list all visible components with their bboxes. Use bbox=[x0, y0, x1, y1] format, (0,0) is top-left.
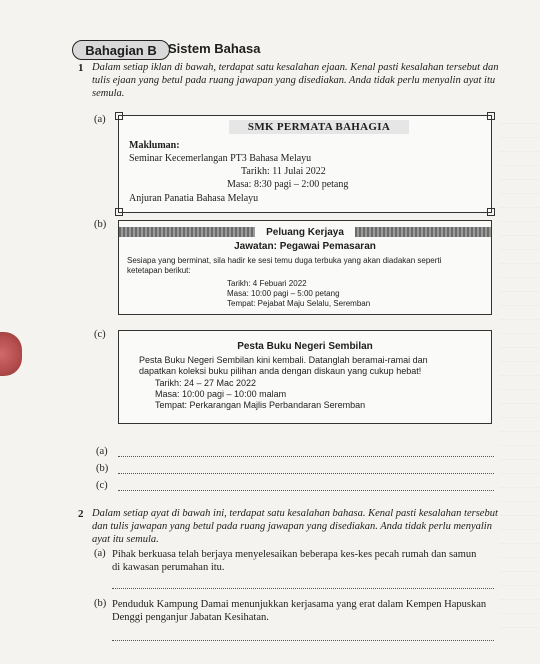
ad-b-band-label: Peluang Kerjaya bbox=[255, 225, 355, 239]
q2-item-b-label: (b) bbox=[94, 598, 107, 609]
corner-mark bbox=[487, 208, 495, 216]
q2-item-a-label: (a) bbox=[94, 548, 106, 559]
ad-b-line: Tarikh: 4 Febuari 2022 bbox=[227, 279, 307, 288]
ad-c-line: Masa: 10:00 pagi – 10:00 malam bbox=[155, 389, 287, 399]
thumb-decoration bbox=[0, 332, 22, 376]
ad-a-line: Anjuran Panatia Bahasa Melayu bbox=[129, 193, 259, 204]
ad-c-line: dapatkan koleksi buku pilihan anda dengan diskaun yang cukup hebat! bbox=[139, 366, 422, 376]
question-1-instruction: Dalam setiap iklan di bawah, terdapat satu kesalahan ejaan. Kenal pasti kesalahan tersebut dan tulis ejaan yang betul pada ruang jawapan yang disediakan. Anda tidak perlu menyalin ayat itu semula. bbox=[92, 62, 499, 99]
ad-b-box bbox=[118, 220, 492, 315]
question-1-number: 1 bbox=[78, 62, 84, 74]
ad-c-box bbox=[118, 330, 492, 424]
section-title: Sistem Bahasa bbox=[168, 41, 261, 56]
ad-a-line: Masa: 8:30 pagi – 2:00 petang bbox=[227, 179, 349, 190]
q2-item-b-line: Penduduk Kampung Damai menunjukkan kerjasama yang erat dalam Kempen Hapuskan bbox=[112, 599, 487, 610]
q2-answer-a-line[interactable] bbox=[112, 588, 494, 589]
ad-c-title: Pesta Buku Negeri Sembilan bbox=[237, 341, 373, 352]
answer-c-line[interactable] bbox=[118, 490, 494, 491]
ad-a-box bbox=[118, 115, 492, 213]
ad-a-heading: Makluman: bbox=[129, 140, 180, 151]
q2-item-a-line: Pihak berkuasa telah berjaya menyelesaikan beberapa kes-kes pecah rumah dan samun bbox=[112, 549, 477, 560]
answer-b-label: (b) bbox=[96, 463, 109, 474]
answer-a-line[interactable] bbox=[118, 456, 494, 457]
q2-answer-b-line[interactable] bbox=[112, 640, 494, 641]
ad-c-line: Tarikh: 24 – 27 Mac 2022 bbox=[155, 378, 257, 388]
ad-b-label: (b) bbox=[94, 219, 107, 230]
ad-a-line: Seminar Kecemerlangan PT3 Bahasa Melayu bbox=[129, 153, 312, 164]
answer-b-line[interactable] bbox=[118, 473, 494, 474]
q2-item-b-line: Denggi penganjur Jabatan Kesihatan. bbox=[112, 612, 269, 623]
ad-b-line: Masa: 10:00 pagi – 5:00 petang bbox=[227, 289, 340, 298]
corner-mark bbox=[487, 112, 495, 120]
corner-mark bbox=[115, 208, 123, 216]
ad-a-line: Tarikh: 11 Julai 2022 bbox=[241, 166, 326, 177]
ad-a-title: SMK PERMATA BAHAGIA bbox=[229, 120, 409, 134]
ad-c-line: Pesta Buku Negeri Sembilan kini kembali. Datanglah beramai-ramai dan bbox=[139, 355, 428, 365]
corner-mark bbox=[115, 112, 123, 120]
answer-c-label: (c) bbox=[96, 480, 108, 491]
section-label: Bahagian B bbox=[72, 40, 170, 60]
ad-c-line: Tempat: Perkarangan Majlis Perbandaran Seremban bbox=[155, 400, 366, 410]
question-2-number: 2 bbox=[78, 508, 84, 520]
ad-b-line: Tempat: Pejabat Maju Selalu, Seremban bbox=[227, 299, 371, 308]
q2-item-a-line: di kawasan perumahan itu. bbox=[112, 562, 225, 573]
answer-a-label: (a) bbox=[96, 446, 108, 457]
ad-b-line: ketetapan berikut: bbox=[127, 266, 191, 275]
question-2-instruction: Dalam setiap ayat di bawah ini, terdapat satu kesalahan bahasa. Kenal pasti kesalahan tersebut dan tulis jawapan yang betul pada ruang jawapan yang disediakan. Anda tidak perlu menyalin ayat itu semula. bbox=[92, 508, 498, 545]
ad-c-label: (c) bbox=[94, 329, 106, 340]
ad-b-title: Jawatan: Pegawai Pemasaran bbox=[234, 241, 376, 252]
ad-b-line: Sesiapa yang berminat, sila hadir ke sesi temu duga terbuka yang akan diadakan seperti bbox=[127, 256, 442, 265]
ad-a-label: (a) bbox=[94, 114, 106, 125]
